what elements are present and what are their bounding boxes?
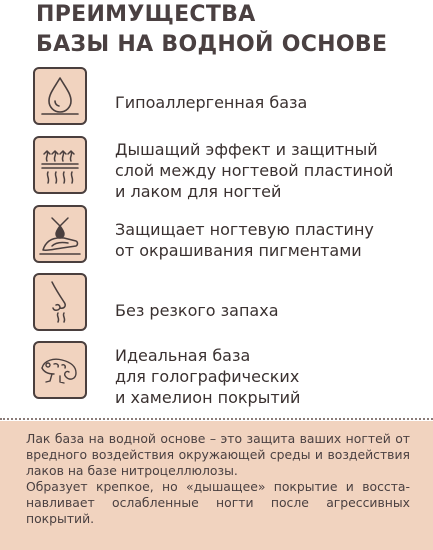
feature-text-line: Защищает ногтевую пластину — [115, 220, 374, 239]
feature-text-line: Без резкого запаха — [115, 301, 279, 320]
nose-icon — [33, 273, 87, 331]
description — [26, 431, 410, 527]
feature-text-line: от окрашивания пигментами — [115, 241, 362, 260]
page-title — [36, 0, 387, 60]
breathing-layers-icon — [33, 136, 87, 194]
chameleon-icon — [33, 341, 87, 399]
feature-text-line: слой между ногтевой пластиной — [115, 161, 394, 180]
feature-text-line: Гипоаллергенная база — [115, 93, 308, 112]
feature-text-line: и хамелион покрытий — [115, 388, 301, 407]
feature-text-line: Дышащий эффект и защитный — [115, 140, 378, 159]
title-line-1: ПРЕИМУЩЕСТВА — [36, 2, 256, 27]
feature-text-line: Идеальная база — [115, 346, 251, 365]
description-paragraph-2: Образует крепкое, но «дышащее» покрытие и восста-навливает ослабленные ногти после агрессивных покрытий. — [26, 479, 410, 526]
nail-protection-icon — [33, 205, 87, 263]
drop-icon — [33, 67, 87, 125]
title-line-2: БАЗЫ НА ВОДНОЙ ОСНОВЕ — [36, 32, 388, 57]
description-paragraph-1: Лак база на водной основе – это защита ваших ногтей от вредного воздействия окружающей среды и воздействия лаков на базе нитроцеллюлозы. — [26, 431, 410, 478]
section-divider — [0, 418, 433, 420]
feature-text-line: и лаком для ногтей — [115, 182, 282, 201]
feature-text-line: для голографических — [115, 367, 300, 386]
